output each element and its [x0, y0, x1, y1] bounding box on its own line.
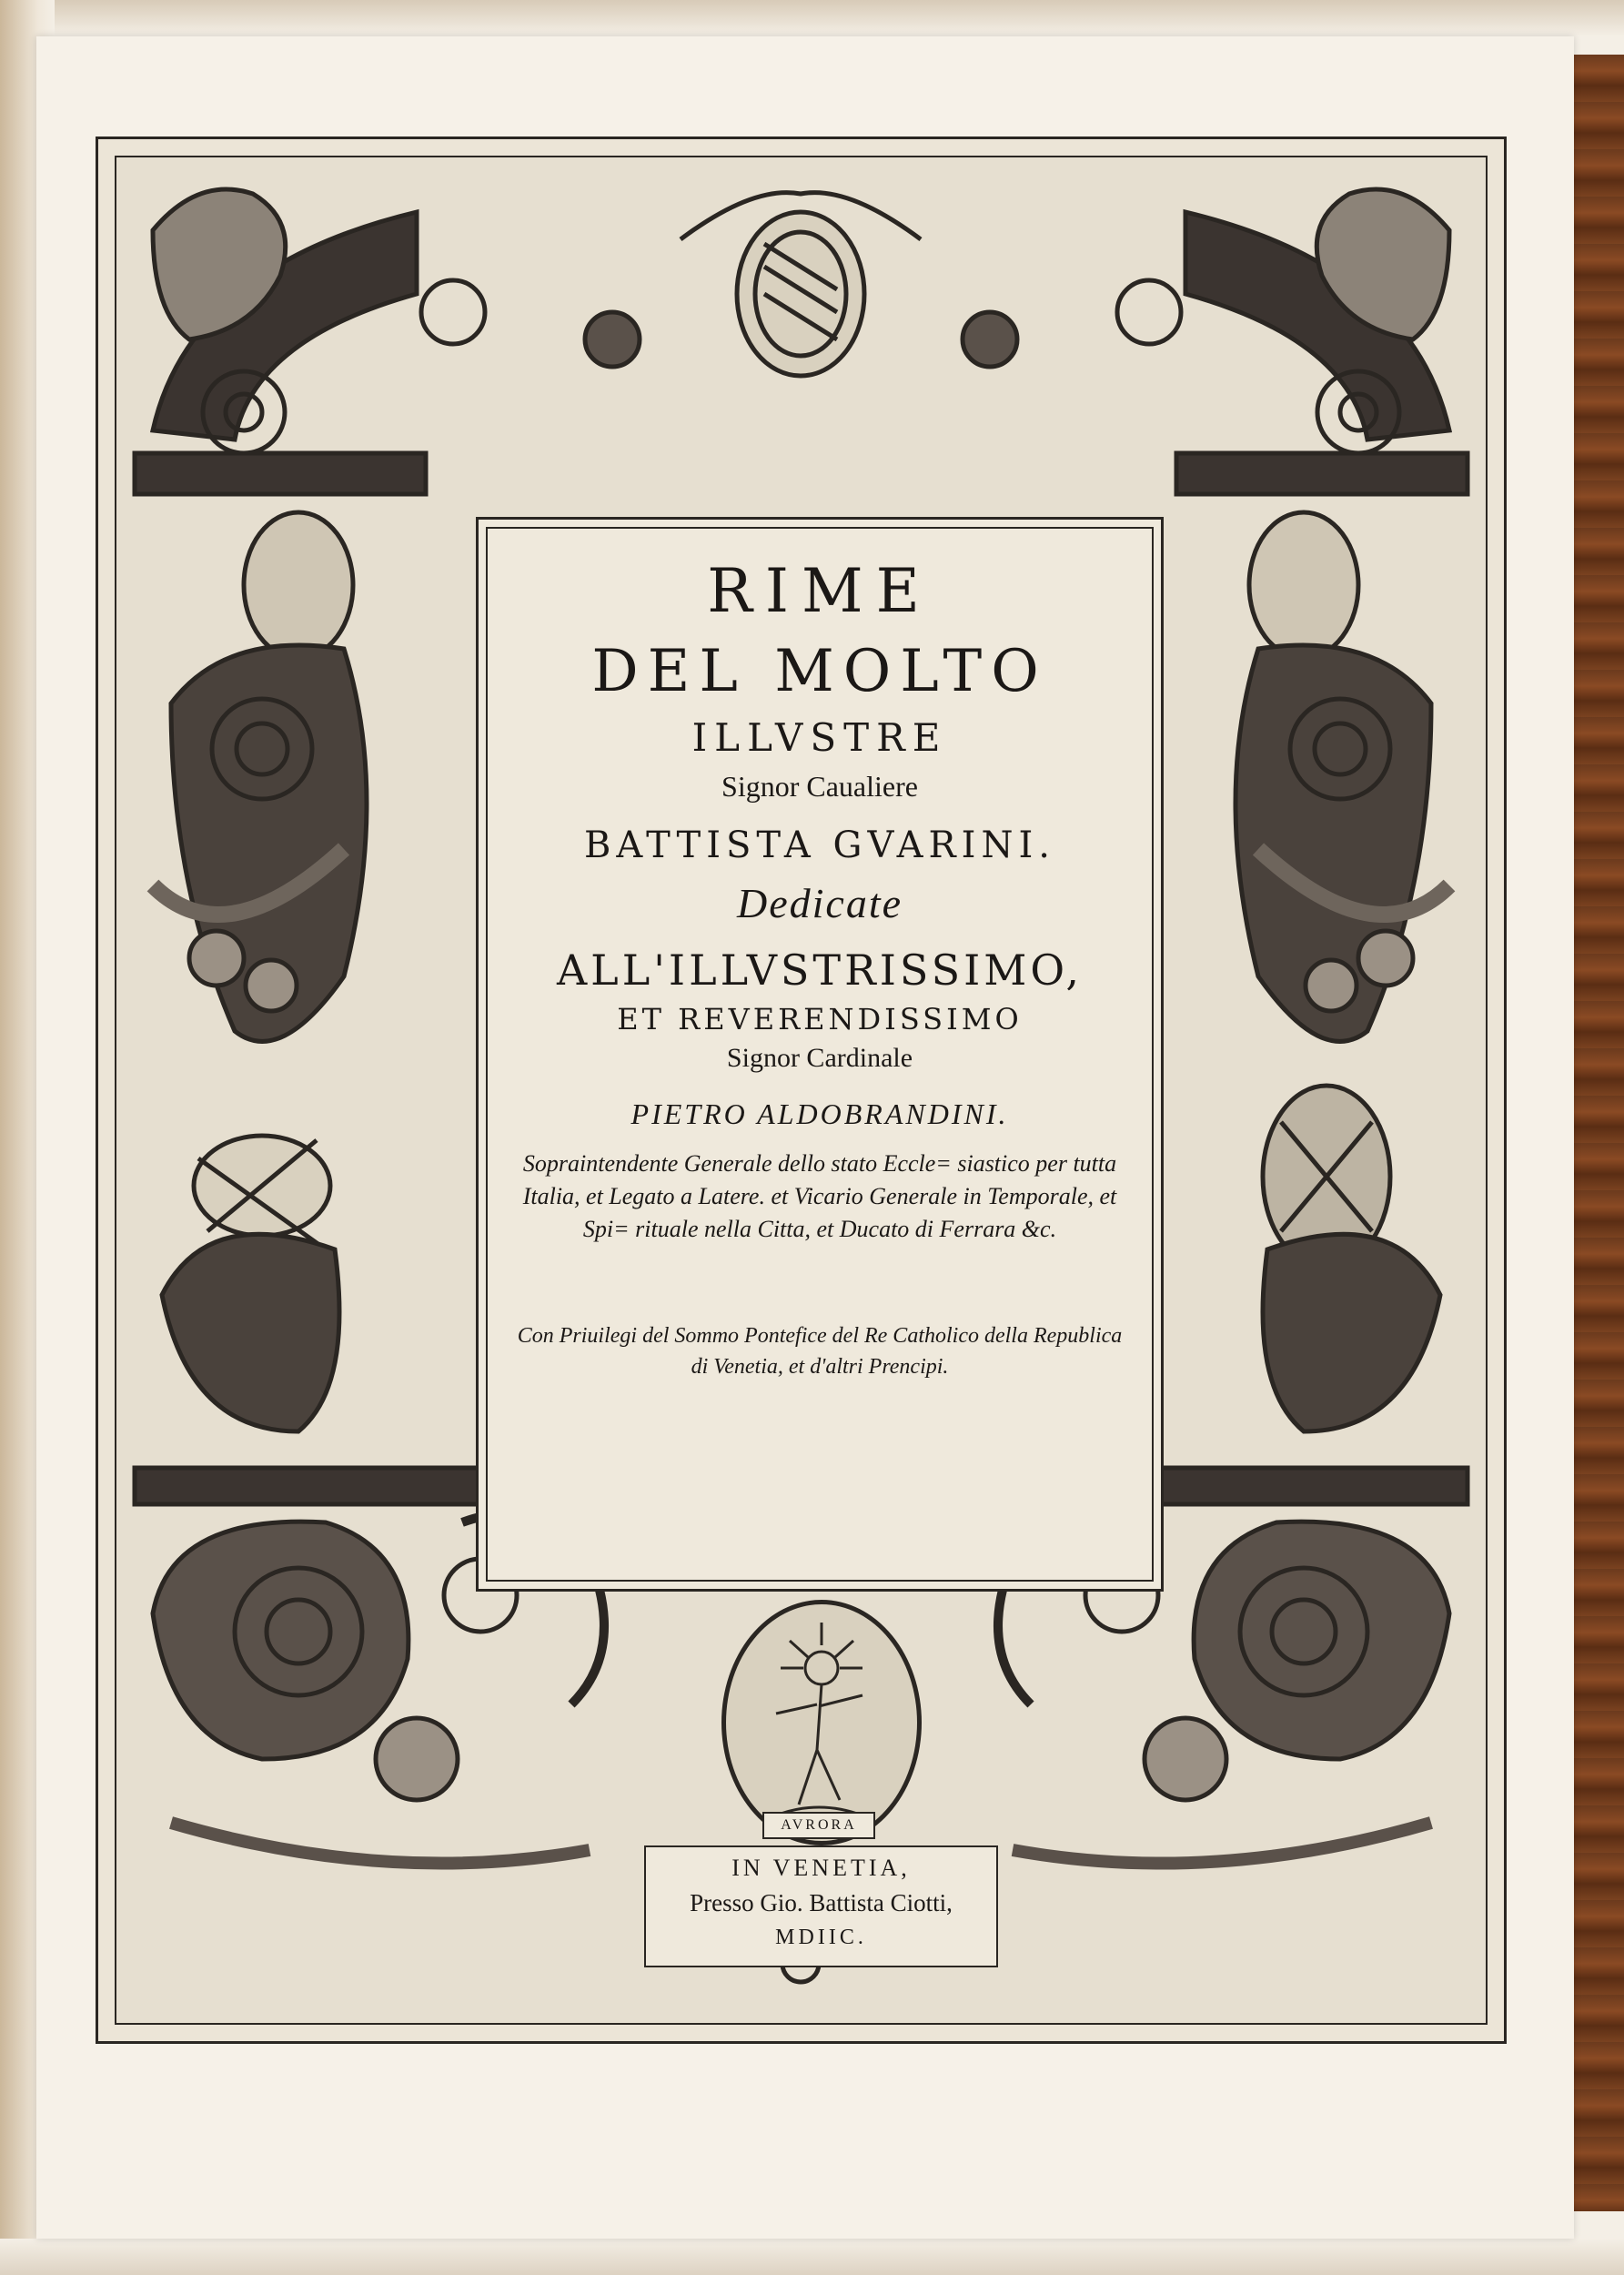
- dedicatee-title-1: ALL'ILLVSTRISSIMO,: [556, 945, 1084, 995]
- dedicatee-name: PIETRO ALDOBRANDINI.: [630, 1097, 1009, 1130]
- book-bottom-edge: [0, 2239, 1624, 2275]
- imprint-year: MDIIC.: [775, 1926, 867, 1949]
- engraved-frame: [115, 156, 1488, 2025]
- title-text-panel: [476, 517, 1164, 1592]
- aurora-medallion: [721, 1600, 922, 1845]
- title-page: [36, 36, 1574, 2239]
- privileges-text: Con Priuilegi del Sommo Pontefice del Re Catholico della Republica di Venetia, et d'altri Prencipi.: [517, 1324, 1123, 1379]
- title-signor-cavaliere: Signor Caualiere: [721, 770, 918, 803]
- dedicatee-title-3: Signor Cardinale: [726, 1043, 913, 1073]
- title-rime: RIME: [707, 556, 933, 626]
- dedicatee-title-2: ET REVERENDISSIMO: [617, 1002, 1023, 1036]
- engraved-plate: [96, 136, 1507, 2044]
- imprint-printer: Presso Gio. Battista Ciotti,: [690, 1889, 953, 1916]
- author-name: BATTISTA GVARINI.: [584, 824, 1055, 866]
- book-top-edge: [0, 0, 1624, 36]
- dedicate-line: Dedicate: [736, 880, 903, 926]
- title-illustre: ILLVSTRE: [691, 715, 948, 760]
- imprint-place: IN VENETIA,: [731, 1855, 911, 1881]
- aurora-label: AVRORA: [762, 1812, 875, 1839]
- imprint-cartouche: [644, 1845, 998, 1967]
- title-del-molto: DEL MOLTO: [591, 638, 1048, 705]
- dedicatee-description: Sopraintendente Generale dello stato Eccle= siastico per tutta Italia, et Legato a Latere. et Vicario Generale in Temporale, et Spi= rituale nella Citta, et Ducato di Ferrara &c.: [522, 1150, 1117, 1242]
- aurora-figure-icon: [726, 1604, 917, 1841]
